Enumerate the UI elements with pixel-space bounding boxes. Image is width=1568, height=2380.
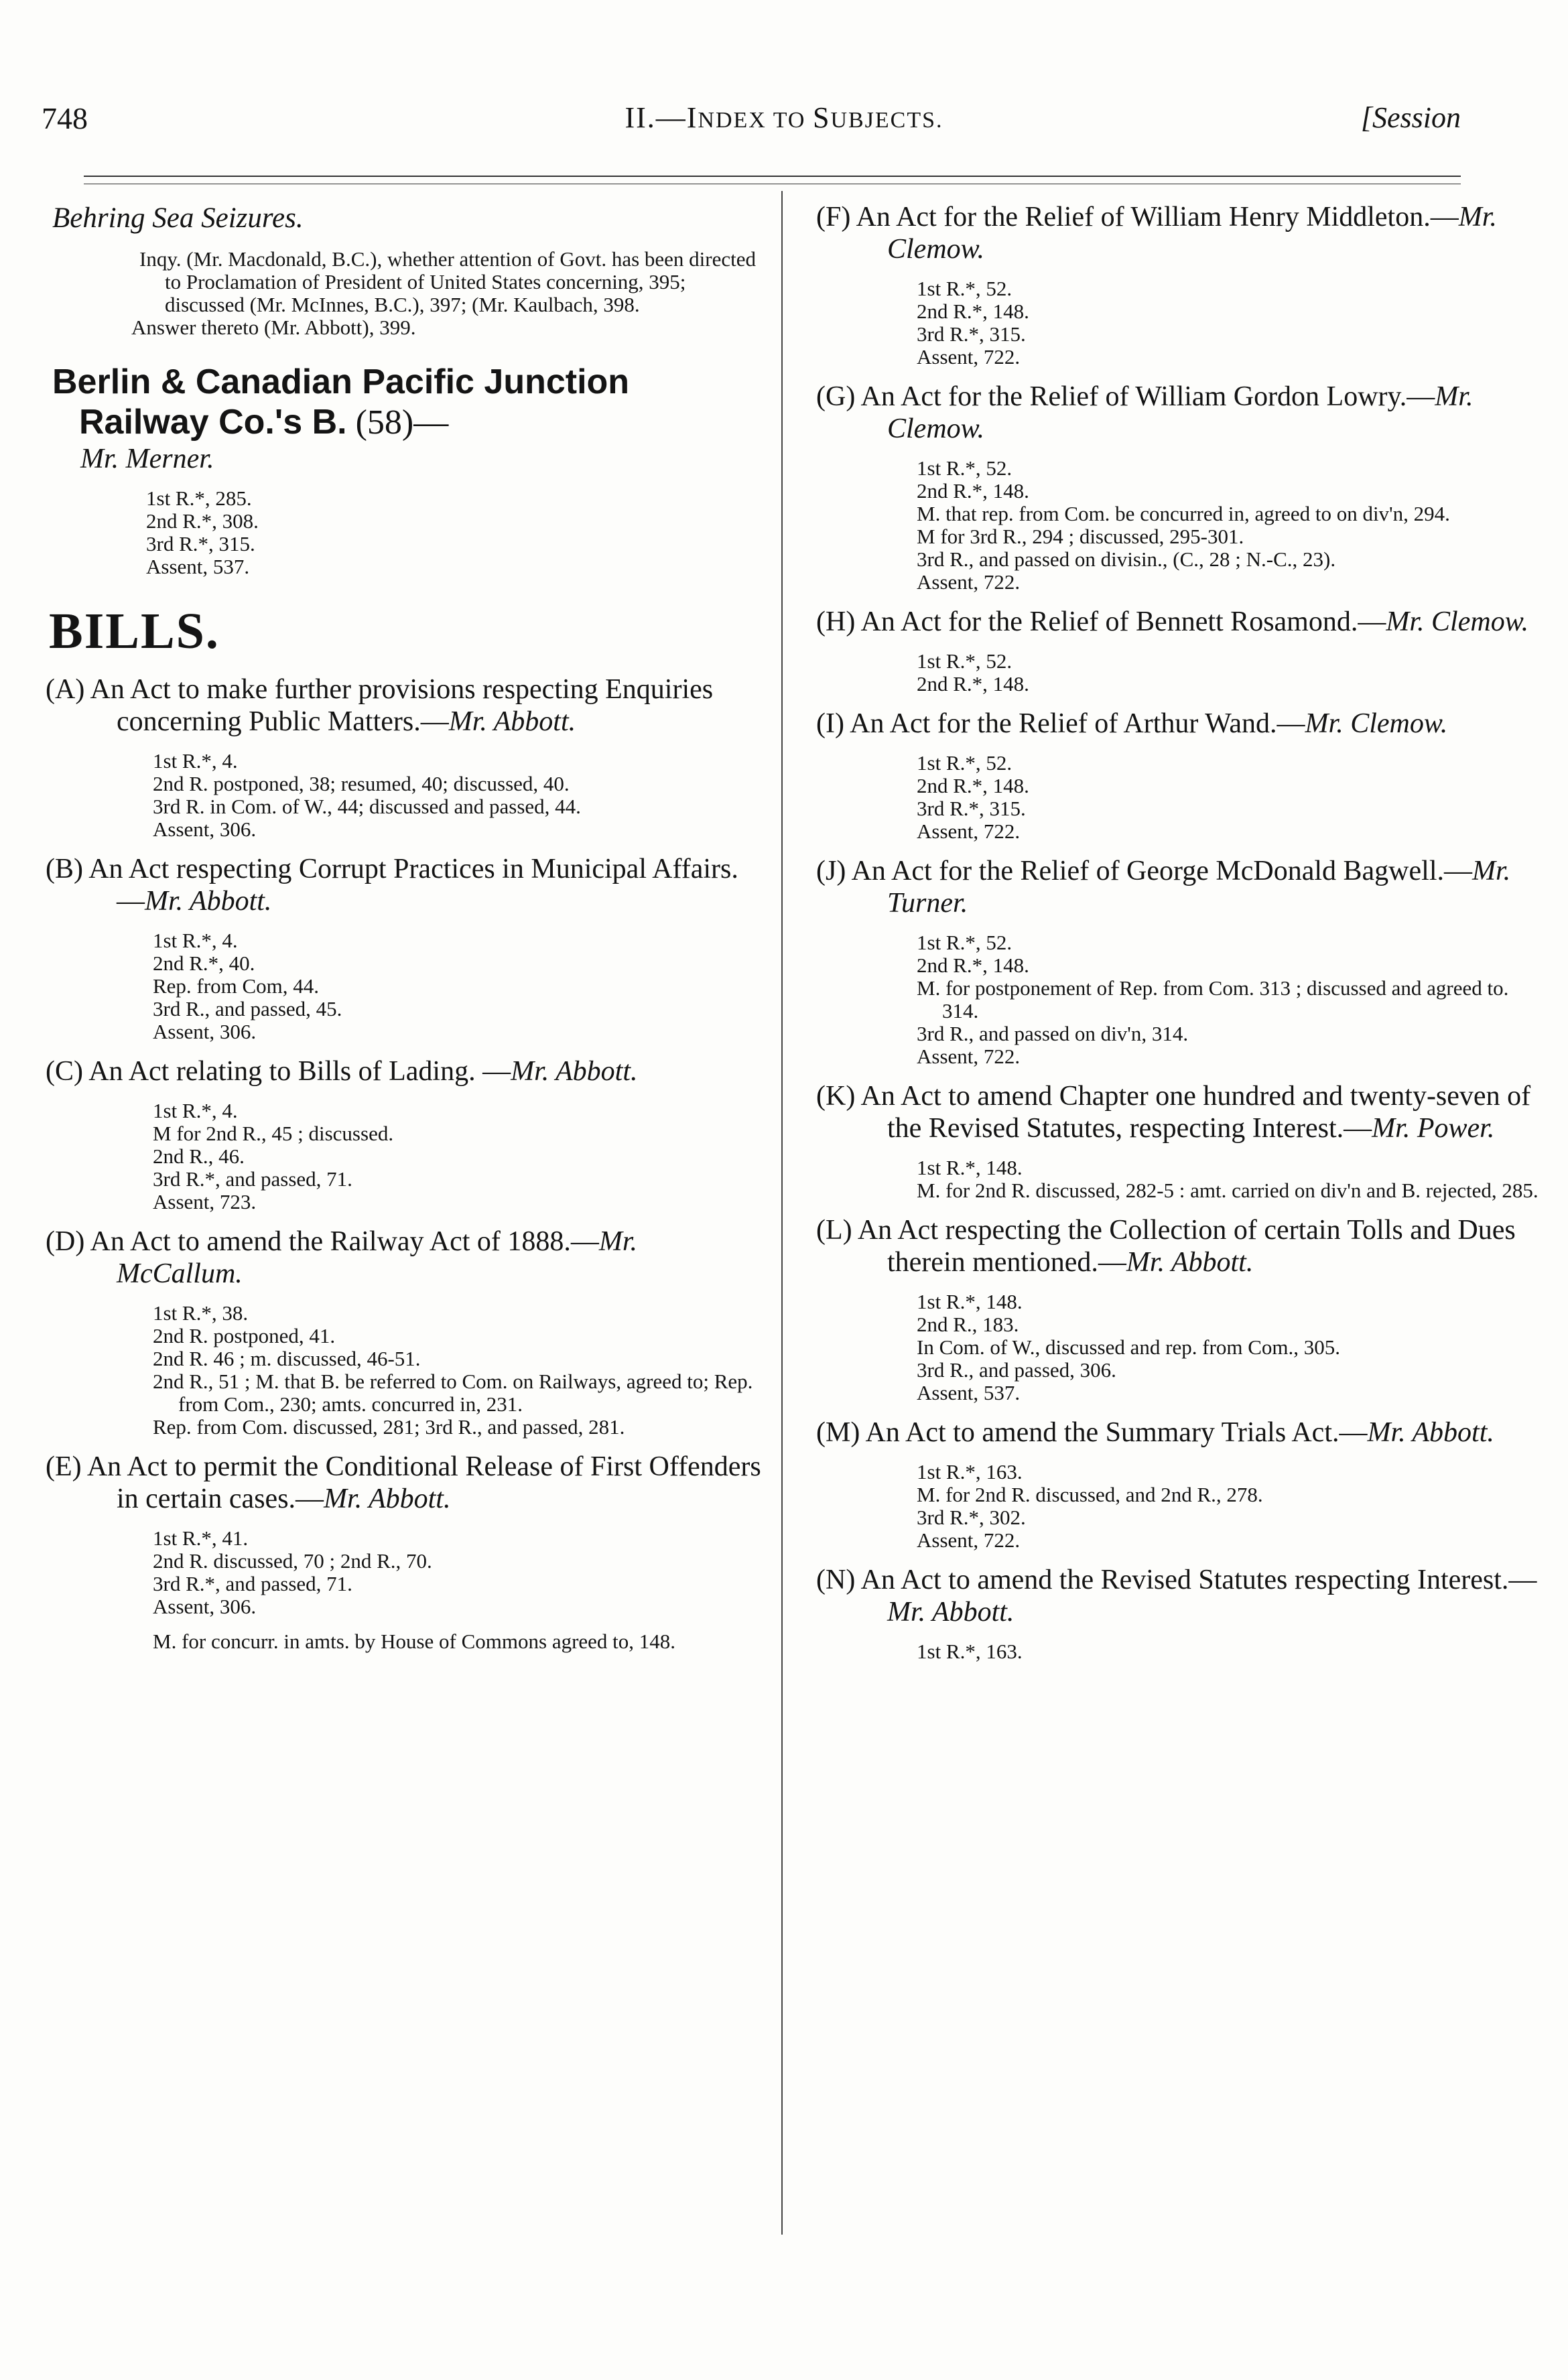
bill-stage: Assent, 306. xyxy=(153,817,257,841)
bill-stage: 2nd R.*, 148. xyxy=(917,774,1029,797)
bill-stage: 1st R.*, 163. xyxy=(917,1640,1023,1663)
bill-stage: 3rd R., and passed on div'n, 314. xyxy=(917,1022,1189,1045)
bill-stage: 1st R.*, 163. xyxy=(917,1460,1023,1483)
bill-stage: 1st R.*, 41. xyxy=(153,1526,249,1550)
bill-entry-m xyxy=(816,1416,1547,1552)
bill-stage: 3rd R.*, 315. xyxy=(917,797,1026,820)
bill-stage: 3rd R., and passed, 45. xyxy=(153,997,342,1020)
running-title: II.—INDEX TO SUBJECTS. xyxy=(625,101,943,134)
page-header xyxy=(0,101,1568,147)
bill-entry-c xyxy=(46,1055,766,1213)
bill-title: (M) An Act to amend the Summary Trials Act.—Mr. Abbott. xyxy=(816,1417,1494,1448)
bill-title: (K) An Act to amend Chapter one hundred and twenty-seven of the Revised Statutes, respecting Interest.—Mr. Power. xyxy=(816,1081,1531,1144)
bill-note: M. for concurr. in amts. by House of Commons agreed to, 148. xyxy=(153,1630,676,1653)
bill-stage: 2nd R.*, 148. xyxy=(917,479,1029,503)
berlin-stage: 3rd R.*, 315. xyxy=(146,532,255,555)
bill-stage: 2nd R.*, 148. xyxy=(917,953,1029,977)
bill-stage: Assent, 722. xyxy=(917,1045,1021,1068)
bill-stage: In Com. of W., discussed and rep. from Com., 305. xyxy=(917,1335,1341,1359)
bill-entry-b xyxy=(46,853,766,1043)
bill-stage: 2nd R. 46 ; m. discussed, 46-51. xyxy=(153,1347,421,1370)
bill-stage: 3rd R.*, and passed, 71. xyxy=(153,1572,352,1595)
bill-stage: 1st R.*, 38. xyxy=(153,1301,249,1325)
bill-entry-h xyxy=(816,606,1547,696)
bill-stage: 3rd R. in Com. of W., 44; discussed and passed, 44. xyxy=(153,795,581,818)
berlin-mover: Mr. Merner. xyxy=(80,444,214,474)
bill-stage: M. for 2nd R. discussed, 282-5 : amt. carried on div'n and B. rejected, 285. xyxy=(917,1179,1539,1202)
bill-stage: Assent, 722. xyxy=(917,1528,1021,1552)
bill-title: (B) An Act respecting Corrupt Practices in Municipal Affairs.—Mr. Abbott. xyxy=(46,854,738,917)
bill-title: (C) An Act relating to Bills of Lading. —Mr. Abbott. xyxy=(46,1056,638,1087)
column-divider xyxy=(781,191,783,2235)
bill-stage: Assent, 722. xyxy=(917,570,1021,594)
bill-stage: Assent, 537. xyxy=(917,1381,1021,1404)
page-number: 748 xyxy=(42,101,88,135)
bill-stage: 1st R.*, 52. xyxy=(917,277,1012,300)
bill-stage: 3rd R.*, and passed, 71. xyxy=(153,1167,352,1191)
bill-stage: 3rd R., and passed on divisin., (C., 28 ; N.-C., 23). xyxy=(917,547,1336,571)
bill-stage: M for 2nd R., 45 ; discussed. xyxy=(153,1122,394,1145)
bill-stage: M for 3rd R., 294 ; discussed, 295-301. xyxy=(917,525,1244,548)
bill-title: (A) An Act to make further provisions respecting Enquiries concerning Public Matters.—Mr. Abbott. xyxy=(46,674,714,737)
bill-stage: 1st R.*, 52. xyxy=(917,931,1012,954)
bill-stage: Assent, 723. xyxy=(153,1190,257,1213)
bill-stage: Assent, 306. xyxy=(153,1020,257,1043)
berlin-stage: Assent, 537. xyxy=(146,555,250,578)
bill-stage: 3rd R., and passed, 306. xyxy=(917,1358,1116,1382)
bill-stage: 2nd R. postponed, 38; resumed, 40; discussed, 40. xyxy=(153,772,570,795)
bill-entry-a xyxy=(46,673,766,841)
bill-title: (D) An Act to amend the Railway Act of 1888.—Mr. McCallum. xyxy=(46,1226,638,1289)
bill-stage: 1st R.*, 148. xyxy=(917,1156,1023,1179)
bill-stage: 1st R.*, 52. xyxy=(917,649,1012,673)
bill-entry-g xyxy=(816,381,1547,594)
bill-stage: 2nd R.*, 148. xyxy=(917,300,1029,323)
berlin-stage: 1st R.*, 285. xyxy=(146,486,252,510)
left-column xyxy=(46,201,766,1653)
bill-stage: 2nd R., 51 ; M. that B. be referred to Com. on Railways, agreed to; Rep. from Com., 230; amts. concurred in, 231. xyxy=(153,1370,753,1416)
bill-entry-n xyxy=(816,1564,1547,1663)
bill-stage: 1st R.*, 4. xyxy=(153,929,238,952)
bill-title: (H) An Act for the Relief of Bennett Rosamond.—Mr. Clemow. xyxy=(816,606,1529,637)
bill-entry-f xyxy=(816,201,1547,369)
right-column xyxy=(816,201,1547,1663)
berlin-railway-title: Berlin & Canadian Pacific Junction Railway Co.'s B. (58)— xyxy=(52,362,630,442)
bill-stage: 2nd R.*, 148. xyxy=(917,672,1029,696)
bill-stage: Rep. from Com, 44. xyxy=(153,974,319,998)
bill-stage: 1st R.*, 4. xyxy=(153,1099,238,1122)
bill-entry-i xyxy=(816,708,1547,843)
bill-stage: 3rd R.*, 315. xyxy=(917,322,1026,346)
bill-entry-j xyxy=(816,855,1547,1068)
bill-title: (J) An Act for the Relief of George McDonald Bagwell.—Mr. Turner. xyxy=(816,856,1511,919)
berlin-stage: 2nd R.*, 308. xyxy=(146,509,259,533)
bill-stage: Rep. from Com. discussed, 281; 3rd R., and passed, 281. xyxy=(153,1415,625,1439)
bill-stage: 2nd R.*, 40. xyxy=(153,951,255,975)
bill-entry-e xyxy=(46,1451,766,1653)
bill-title: (G) An Act for the Relief of William Gordon Lowry.—Mr. Clemow. xyxy=(816,381,1474,444)
bill-stage: Assent, 722. xyxy=(917,819,1021,843)
bill-stage: 2nd R., 46. xyxy=(153,1144,245,1168)
bill-entry-l xyxy=(816,1214,1547,1404)
bills-heading: BILLS. xyxy=(49,603,220,659)
bill-title: (N) An Act to amend the Revised Statutes respecting Interest.—Mr. Abbott. xyxy=(816,1565,1537,1628)
bill-stage: Assent, 306. xyxy=(153,1595,257,1618)
bill-entry-k xyxy=(816,1080,1547,1202)
session-label: [Session xyxy=(1360,101,1461,134)
bill-stage: 1st R.*, 52. xyxy=(917,456,1012,480)
bill-title: (F) An Act for the Relief of William Henry Middleton.—Mr. Clemow. xyxy=(816,202,1497,265)
bill-title: (I) An Act for the Relief of Arthur Wand.—Mr. Clemow. xyxy=(816,708,1448,739)
bill-title: (E) An Act to permit the Conditional Release of First Offenders in certain cases.—Mr. Abbott. xyxy=(46,1451,761,1514)
behring-heading: Behring Sea Seizures. xyxy=(52,202,304,234)
bill-entry-d xyxy=(46,1226,766,1439)
bill-stage: 1st R.*, 4. xyxy=(153,749,238,773)
behring-inquiry: Inqy. (Mr. Macdonald, B.C.), whether attention of Govt. has been directed to Proclamation of President of United States concerning, 395; discussed (Mr. McInnes, B.C.), 397; (Mr. Kaulbach, 398. xyxy=(139,247,756,316)
bill-stage: M. that rep. from Com. be concurred in, agreed to on div'n, 294. xyxy=(917,502,1450,525)
bill-stage: 1st R.*, 148. xyxy=(917,1290,1023,1313)
bill-stage: 2nd R. postponed, 41. xyxy=(153,1324,336,1347)
bill-title: (L) An Act respecting the Collection of certain Tolls and Dues therein mentioned.—Mr. Abbott. xyxy=(816,1215,1516,1278)
bill-stage: 1st R.*, 52. xyxy=(917,751,1012,775)
behring-answer: Answer thereto (Mr. Abbott), 399. xyxy=(131,316,416,339)
bill-stage: M. for postponement of Rep. from Com. 313 ; discussed and agreed to. 314. xyxy=(917,976,1509,1022)
bill-stage: Assent, 722. xyxy=(917,345,1021,369)
bill-stage: M. for 2nd R. discussed, and 2nd R., 278. xyxy=(917,1483,1263,1506)
bill-stage: 2nd R. discussed, 70 ; 2nd R., 70. xyxy=(153,1549,432,1573)
header-rule xyxy=(84,176,1461,177)
bill-stage: 3rd R.*, 302. xyxy=(917,1506,1026,1529)
bill-stage: 2nd R., 183. xyxy=(917,1313,1019,1336)
